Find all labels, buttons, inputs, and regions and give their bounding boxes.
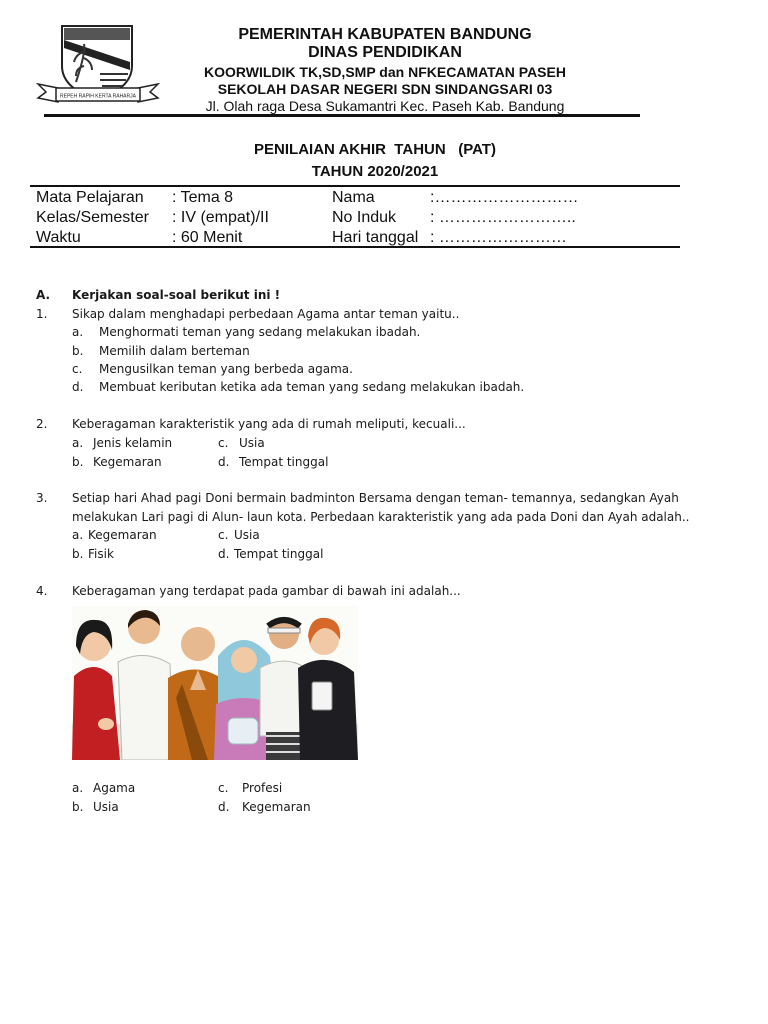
subject-label: Mata Pelajaran: [36, 189, 144, 206]
option-letter: a.: [72, 436, 84, 450]
time-label: Waktu: [36, 229, 81, 246]
date-field: : ……………………: [430, 229, 567, 246]
question-text: Setiap hari Ahad pagi Doni bermain badminton Bersama dengan teman- temannya, sedangkan Ayah: [72, 491, 679, 505]
option-text: Tempat tinggal: [239, 455, 329, 469]
exam-title: PENILAIAN AKHIR TAHUN (PAT): [254, 141, 496, 158]
option-text: Kegemaran: [88, 528, 157, 542]
header-divider: [44, 114, 640, 117]
student-id-field: : ……………………..: [430, 209, 576, 226]
option-letter: c.: [218, 528, 229, 542]
class-value: : IV (empat)/II: [172, 209, 269, 226]
info-divider-bottom: [30, 246, 680, 248]
svg-text:REPEH RAPIH KERTA RAHARJA: REPEH RAPIH KERTA RAHARJA: [60, 93, 136, 100]
header-department: DINAS PENDIDIKAN: [308, 44, 462, 61]
option-letter: d.: [218, 547, 230, 561]
question-number: 4.: [36, 584, 48, 598]
option-text: Mengusilkan teman yang berbeda agama.: [99, 362, 353, 376]
question-number: 1.: [36, 307, 48, 321]
option-letter: b.: [72, 800, 84, 814]
option-text: Kegemaran: [242, 800, 311, 814]
info-divider-top: [30, 185, 680, 187]
header-address: Jl. Olah raga Desa Sukamantri Kec. Paseh Kab. Bandung: [205, 98, 565, 114]
option-letter: d.: [72, 380, 84, 394]
question-text-continued: melakukan Lari pagi di Alun- laun kota. Perbedaan karakteristik yang ada pada Doni dan Ayah adalah..: [72, 510, 690, 524]
option-text: Memilih dalam berteman: [99, 344, 250, 358]
exam-year: TAHUN 2020/2021: [311, 163, 439, 180]
question-number: 2.: [36, 417, 48, 431]
option-text: Kegemaran: [93, 455, 162, 469]
option-letter: c.: [72, 362, 83, 376]
option-letter: c.: [218, 436, 229, 450]
option-letter: b.: [72, 344, 84, 358]
class-label: Kelas/Semester: [36, 209, 149, 226]
question-text: Keberagaman karakteristik yang ada di rumah meliputi, kecuali...: [72, 417, 466, 431]
question-text: Sikap dalam menghadapi perbedaan Agama antar teman yaitu..: [72, 307, 460, 321]
section-letter: A.: [36, 288, 51, 302]
option-text: Fisik: [88, 547, 114, 561]
date-label: Hari tanggal: [332, 229, 419, 246]
question-number: 3.: [36, 491, 48, 505]
header-government: PEMERINTAH KABUPATEN BANDUNG: [238, 26, 532, 43]
option-text: Usia: [93, 800, 119, 814]
question-text: Keberagaman yang terdapat pada gambar di bawah ini adalah...: [72, 584, 461, 598]
option-text: Membuat keributan ketika ada teman yang sedang melakukan ibadah.: [99, 380, 525, 394]
name-field: :………………………: [430, 189, 579, 206]
option-text: Usia: [239, 436, 265, 450]
student-id-label: No Induk: [332, 209, 397, 226]
option-text: Agama: [93, 781, 136, 795]
option-letter: b.: [72, 547, 84, 561]
option-letter: c.: [218, 781, 229, 795]
option-text: Profesi: [242, 781, 283, 795]
diverse-religions-illustration: [72, 606, 358, 760]
option-letter: b.: [72, 455, 84, 469]
option-text: Tempat tinggal: [234, 547, 324, 561]
option-text: Jenis kelamin: [93, 436, 173, 450]
option-letter: a.: [72, 781, 84, 795]
option-letter: d.: [218, 800, 230, 814]
subject-value: : Tema 8: [172, 189, 234, 206]
name-label: Nama: [332, 189, 375, 206]
option-letter: a.: [72, 528, 84, 542]
header-school-name: SEKOLAH DASAR NEGERI SDN SINDANGSARI 03: [217, 81, 553, 97]
option-letter: a.: [72, 325, 84, 339]
section-instruction: Kerjakan soal-soal berikut ini !: [72, 288, 281, 302]
time-value: : 60 Menit: [172, 229, 243, 246]
header-coordinator: KOORWILDIK TK,SD,SMP dan NFKECAMATAN PASEH: [204, 64, 566, 80]
option-text: Usia: [234, 528, 260, 542]
option-text: Menghormati teman yang sedang melakukan ibadah.: [99, 325, 421, 339]
option-letter: d.: [218, 455, 230, 469]
